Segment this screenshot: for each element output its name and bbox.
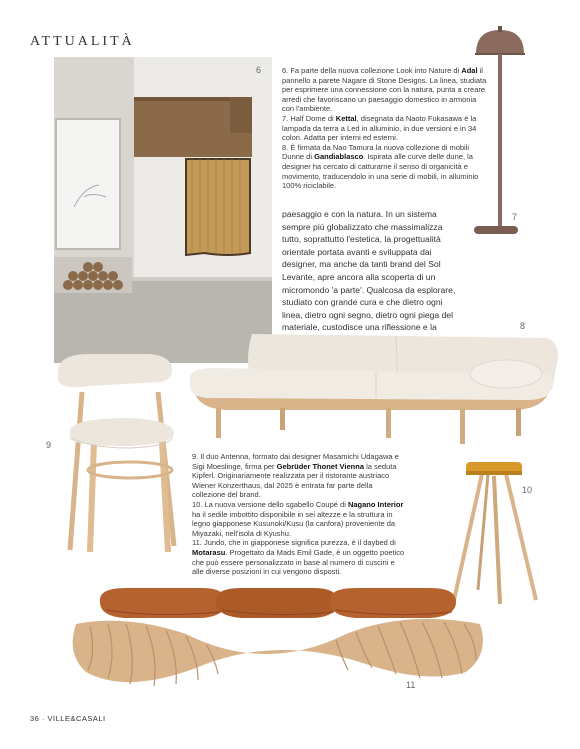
brand-kettal: Kettal (335, 113, 357, 123)
photo-chair (50, 346, 190, 558)
caption-top (282, 66, 487, 191)
caption-10: 10. La nuova versione dello sgabello Coupé di Nagano Interior ha il sedile imbottito disponibile in sei altezze e la struttura in legno giapponese Kusunoki/Kusu (la canfora) proveniente da Miyazaki, nell'isola di Kyushu. (192, 499, 404, 538)
figure-number-11: 11 (406, 680, 416, 690)
photo-sofa (186, 328, 560, 448)
figure-number-7: 7 (512, 212, 518, 222)
caption-11: 11. Jundo, che in giapponese significa purezza, è il daybed di Motarasu. Progettato da Mads Emil Gade, è un oggetto poetico che può essere personalizzato in base al numero di cuscini e alle diverse posizioni in cui vengono disposti. (192, 538, 405, 577)
page-footer: 36 · VILLE&CASALI (30, 714, 106, 723)
caption-6: 6. Fa parte della nuova collezione Look into Nature di Adal il pannello a parete Nagare di Stone Designs. La linea, studiata per esprimere una connessione con la natura, punta a creare arredi che favoriscano un paesaggio domestico in armonia con l'ambiente. (282, 66, 487, 114)
caption-bottom (192, 452, 406, 577)
caption-7: 7. Half Dome di Kettal, disegnata da Naoto Fukasawa è la lampada da terra a Led in alluminio, in due versioni e in 34 colori. Adatta per interni ed esterni. (282, 113, 477, 143)
brand-nagano: Nagano Interior (347, 499, 404, 509)
brand-gandiablasco: Gandiablasco (314, 152, 364, 162)
photo-daybed (66, 584, 490, 700)
figure-number-9: 9 (46, 440, 52, 450)
photo-floor-lamp (460, 24, 540, 244)
caption-8: 8. È firmata da Nao Tamura la nuova collezione di mobili Dunne di Gandiablasco. Ispirata alle curve delle dune, la designer ha cercato di catturarne il senso di organicità e movimento, traducendolo in una serie di mobili, in alluminio 100% riciclabile. (282, 142, 479, 191)
photo-wall-panel (54, 57, 272, 363)
brand-motarasu: Motarasu (192, 547, 226, 557)
brand-adal: Adal (461, 66, 478, 75)
figure-number-6: 6 (256, 65, 262, 75)
section-title: ATTUALITÀ (30, 34, 135, 49)
caption-9: 9. Il duo Antenna, formato dai designer Masamichi Udagawa e Sigi Moeslinge, firma per Gebrüder Thonet Vienna la seduta Kipferl. Originariamente realizzata per il ristorante austriaco Wiener Konzerthaus, dal 2025 è entrata far parte della collezione del brand. (192, 452, 399, 500)
body-text: paesaggio e con la natura. In un sistema sempre più globalizzato che massimalizza tutto, soprattutto l'estetica, la progettualità orientale portata avanti e sviluppata dai designer, ma anche da tanti brand del Sol Levante, apre ancora alla scoperta di un micromondo 'a parte'. Qualcosa da esplorare, studiato con grande cura e che dietro ogni linea, dietro ogni segno, dietro ogni piega del materiale, custodisce una riflessione e la (282, 209, 456, 333)
figure-number-10: 10 (522, 485, 533, 495)
figure-number-8: 8 (520, 321, 526, 331)
brand-thonet: Gebrüder Thonet Vienna (276, 461, 364, 471)
